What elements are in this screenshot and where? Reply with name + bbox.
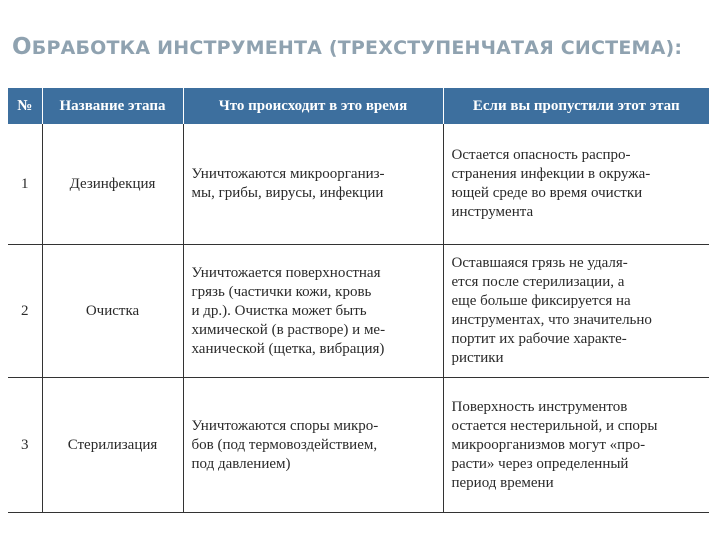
row-number: 2 [8,245,42,378]
table-row [8,378,709,513]
page-title: ОБРАБОТКА ИНСТРУМЕНТА (ТРЕХСТУПЕНЧАТАЯ СИСТЕМА): [12,34,683,60]
stage-name: Дезинфекция [42,124,183,245]
stage-name: Очистка [42,245,183,378]
header-if-skipped: Если вы пропустили этот этап [443,88,709,124]
header-stage-name: Название этапа [42,88,183,124]
table-header-row [8,88,709,124]
stage-skip-consequence: Оставшаяся грязь не удаля- ется после стерилизации, а еще больше фиксируется на инструментах, что значительно портит их рабочие характе- ристики [443,245,709,378]
stage-skip-consequence: Остается опасность распро- странения инфекции в окружа- ющей среде во время очистки инструмента [443,124,709,245]
header-number: № [8,88,42,124]
table-row [8,124,709,245]
stage-description: Уничтожается поверхностная грязь (частички кожи, кровь и др.). Очистка может быть химической (в растворе) и ме- ханической (щетка, вибрация) [183,245,443,378]
table-row [8,245,709,378]
header-what-happens: Что происходит в это время [183,88,443,124]
row-number: 1 [8,124,42,245]
stage-skip-consequence: Поверхность инструментов остается нестерильной, и споры микроорганизмов могут «про- расти» через определенный период времени [443,378,709,513]
stage-description: Уничтожаются микроорганиз- мы, грибы, вирусы, инфекции [183,124,443,245]
stage-name: Стерилизация [42,378,183,513]
stage-description: Уничтожаются споры микро- бов (под термовоздействием, под давлением) [183,378,443,513]
process-table [8,88,709,513]
row-number: 3 [8,378,42,513]
